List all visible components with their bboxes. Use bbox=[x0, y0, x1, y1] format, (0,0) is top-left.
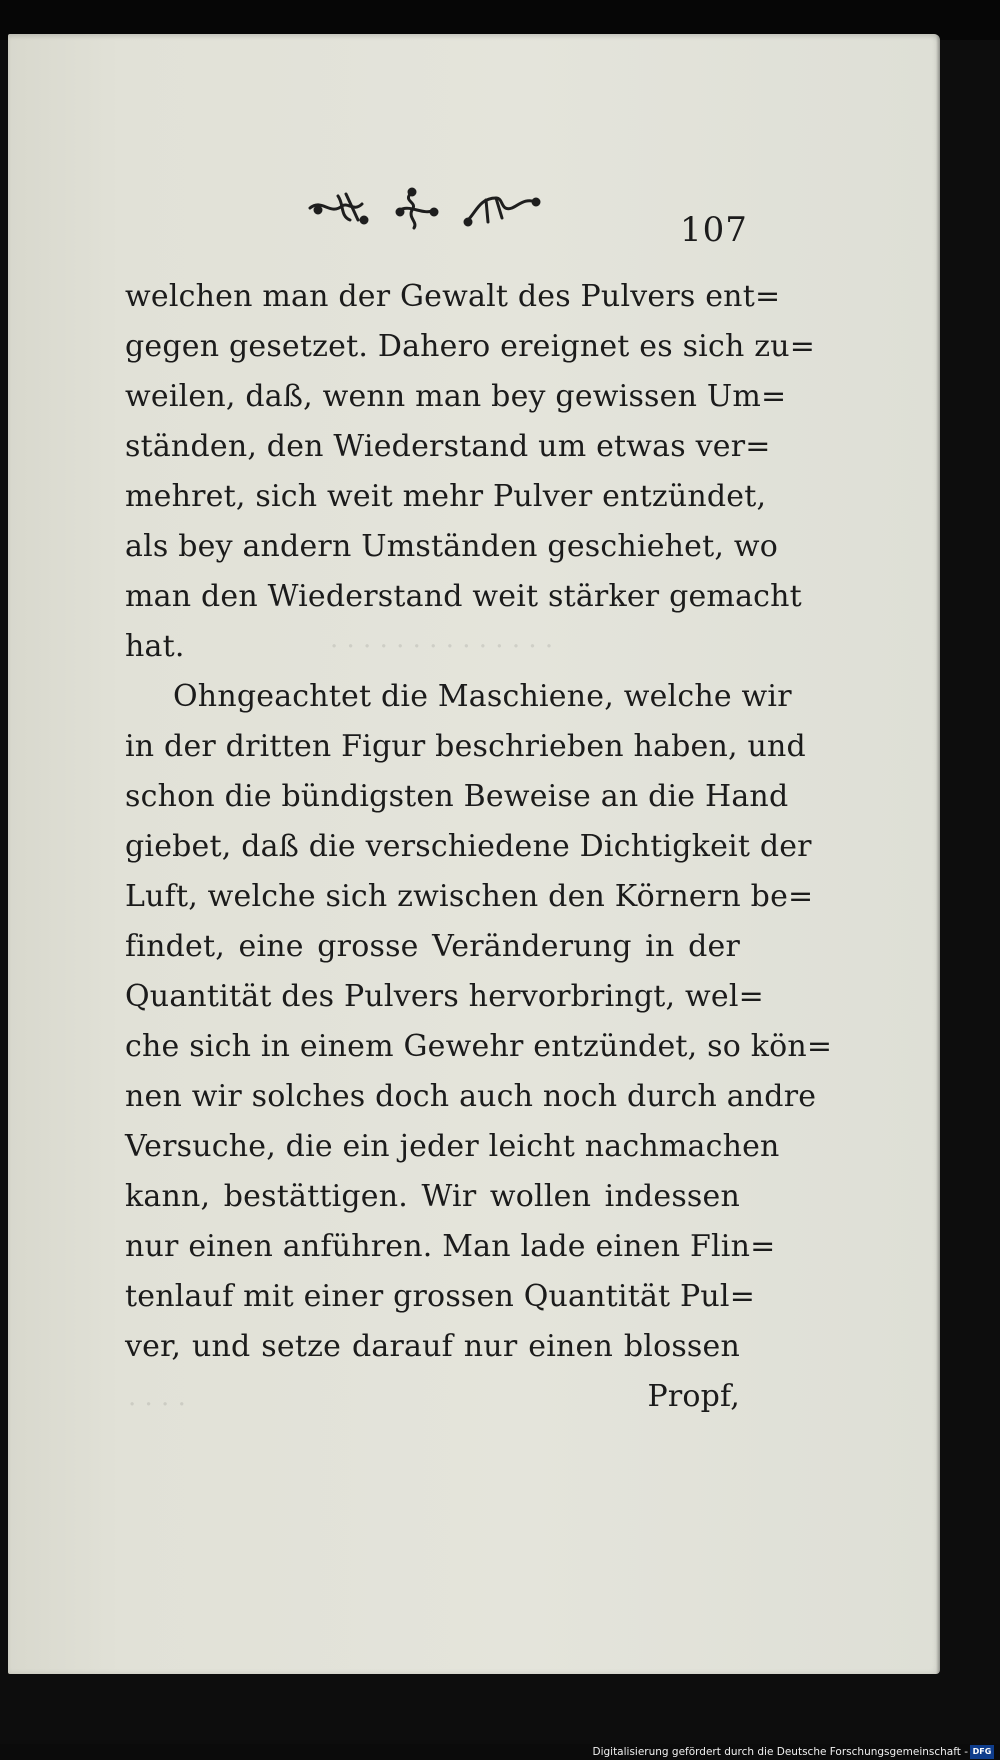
text-line: ver, und setze darauf nur einen blossen bbox=[125, 1329, 740, 1364]
text-line: als bey andern Umständen geschiehet, wo bbox=[125, 529, 778, 564]
page-number: 107 bbox=[680, 210, 748, 250]
text-line: Versuche, die ein jeder leicht nachmachen bbox=[125, 1129, 780, 1164]
paragraph-first-line: Ohngeachtet die Maschiene, welche wir bbox=[173, 679, 792, 714]
text-line: giebet, daß die verschiedene Dichtigkeit der bbox=[125, 829, 812, 864]
text-line: mehret, sich weit mehr Pulver entzündet, bbox=[125, 479, 767, 514]
ornament-icon bbox=[300, 176, 550, 236]
text-line: nen wir solches doch auch noch durch andre bbox=[125, 1079, 817, 1114]
digitization-credit: Digitalisierung gefördert durch die Deutsche Forschungsgemeinschaft - bbox=[592, 1746, 968, 1758]
text-line: hat. bbox=[125, 629, 185, 664]
text-line: kann, bestättigen. Wir wollen indessen bbox=[125, 1179, 740, 1214]
text-line: tenlauf mit einer grossen Quantität Pul= bbox=[125, 1279, 756, 1314]
text-line: welchen man der Gewalt des Pulvers ent= bbox=[125, 279, 781, 314]
text-line: man den Wiederstand weit stärker gemacht bbox=[125, 579, 802, 614]
text-line: weilen, daß, wenn man bey gewissen Um= bbox=[125, 379, 787, 414]
body-text bbox=[125, 272, 833, 1422]
dfg-logo: DFG bbox=[970, 1745, 994, 1759]
text-line: ständen, den Wiederstand um etwas ver= bbox=[125, 429, 771, 464]
text-line: schon die bündigsten Beweise an die Hand bbox=[125, 779, 789, 814]
text-line: nur einen anführen. Man lade einen Flin= bbox=[125, 1229, 776, 1264]
text-line: che sich in einem Gewehr entzündet, so kön= bbox=[125, 1029, 833, 1064]
text-line: gegen gesetzet. Dahero ereignet es sich zu= bbox=[125, 329, 816, 364]
text-line: findet, eine grosse Veränderung in der bbox=[125, 929, 740, 964]
text-line: in der dritten Figur beschrieben haben, und bbox=[125, 729, 806, 764]
text-line: Luft, welche sich zwischen den Körnern be= bbox=[125, 879, 814, 914]
bleed-through-ghost-text: · · · · bbox=[128, 1390, 186, 1420]
bleed-through-ghost-text: · · · · · · · · · · · · · · bbox=[330, 632, 554, 662]
text-line: Quantität des Pulvers hervorbringt, wel= bbox=[125, 979, 764, 1014]
catchword: Propf, bbox=[647, 1379, 740, 1414]
page-edge-shadow bbox=[936, 34, 940, 1674]
